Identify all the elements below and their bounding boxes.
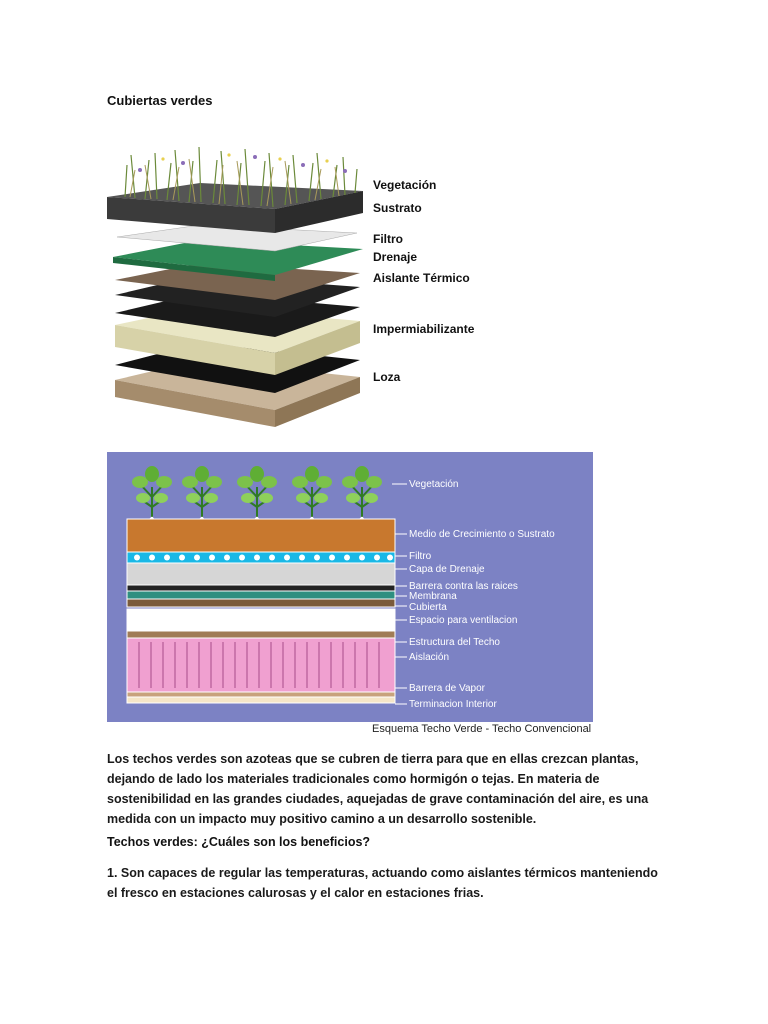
fig2-label-aislacion: Aislación (409, 652, 450, 663)
fig2-label-cubierta: Cubierta (409, 602, 447, 613)
fig1-label-sustrato: Sustrato (373, 201, 422, 215)
figure2-caption: Esquema Techo Verde - Techo Convencional (372, 723, 592, 735)
green-roof-schematic-figure (107, 452, 593, 740)
benefits-heading: Techos verdes: ¿Cuáles son los beneficios? (107, 835, 371, 849)
fig2-label-terminacion: Terminacion Interior (409, 699, 497, 710)
fig2-label-vegetacion: Vegetación (409, 479, 459, 490)
fig1-label-vegetacion: Vegetación (373, 178, 437, 192)
fig1-label-impermiabilizante: Impermiabilizante (373, 322, 475, 336)
intro-paragraph: Los techos verdes son azoteas que se cubren de tierra para que en ellas crezcan plantas, dejando de lado los materiales tradicionales como hormigón o tejas. En materia de sostenibilidad en las grandes ciudades, aquejadas de grave contaminación del aire, es una medida con un impacto muy positivo camino a un desarrollo sostenible. (107, 752, 649, 826)
fig2-label-barrera-vapor: Barrera de Vapor (409, 683, 485, 694)
fig1-label-drenaje: Drenaje (373, 250, 418, 264)
green-roof-layers-figure (105, 125, 485, 430)
fig2-label-membrana: Membrana (409, 591, 457, 602)
page-heading: Cubiertas verdes (107, 93, 213, 108)
benefit-1-paragraph: 1. Son capaces de regular las temperaturas, actuando como aislantes térmicos manteniendo el fresco en estaciones calurosas y el calor en estaciones frias. (107, 866, 658, 900)
fig2-label-drenaje: Capa de Drenaje (409, 564, 485, 575)
fig2-label-sustrato: Medio de Crecimiento o Sustrato (409, 529, 555, 540)
fig2-label-ventilacion: Espacio para ventilacion (409, 615, 518, 626)
fig1-label-loza: Loza (373, 370, 401, 384)
fig1-label-aislante: Aislante Térmico (373, 271, 470, 285)
fig2-label-estructura: Estructura del Techo (409, 637, 500, 648)
fig2-label-filtro: Filtro (409, 551, 432, 562)
fig1-label-filtro: Filtro (373, 232, 403, 246)
fig2-label-barrera-raices: Barrera contra las raices (409, 581, 518, 592)
